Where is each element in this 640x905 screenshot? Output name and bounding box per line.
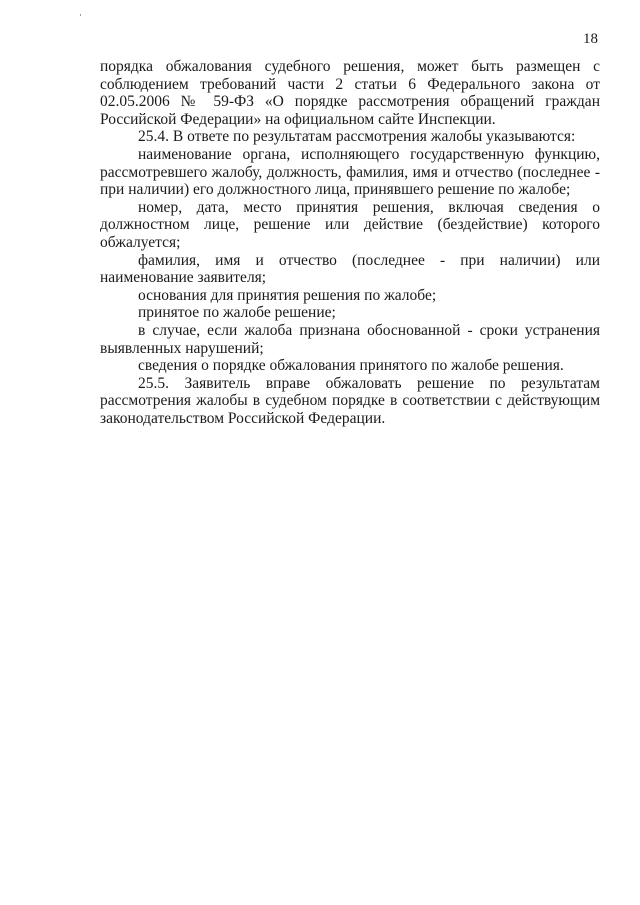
paragraph: основания для принятия решения по жалобе; — [138, 286, 437, 304]
paragraph: наименование органа, исполняющего государственную функцию, рассмотревшего жалобу, должность, фамилия, имя и отчество (последнее - при наличии) его должностного лица, принявшего решение по жалобе; — [100, 145, 600, 199]
paragraph: порядка обжалования судебного решения, может быть размещен с соблюдением требований части 2 статьи 6 Федерального закона от 02.05.2006 № 59-ФЗ «О порядке рассмотрения обращений граждан Российской Федерации» на официальном сайте Инспекции. — [100, 58, 600, 128]
paragraph: номер, дата, место принятия решения, включая сведения о должностном лице, решение или действие (бездействие) которого обжалуется; — [100, 198, 600, 251]
paragraph: фамилия, имя и отчество (последнее - при наличии) или наименование заявителя; — [100, 251, 600, 287]
paragraph: принятое по жалобе решение; — [138, 304, 336, 322]
paragraph: сведения о порядке обжалования принятого по жалобе решения. — [138, 357, 564, 375]
paragraph: 25.5. Заявитель вправе обжаловать решение по результатам рассмотрения жалобы в судебном порядке в соответствии с действующим законодательством Российской Федерации. — [100, 374, 600, 427]
scan-artifact — [80, 14, 81, 16]
paragraph: 25.4. В ответе по результатам рассмотрения жалобы указываются: — [138, 128, 576, 146]
page-number: 18 — [583, 31, 598, 47]
document-body — [100, 58, 600, 427]
paragraph: в случае, если жалоба признана обоснованной - сроки устранения выявленных нарушений; — [100, 321, 600, 357]
